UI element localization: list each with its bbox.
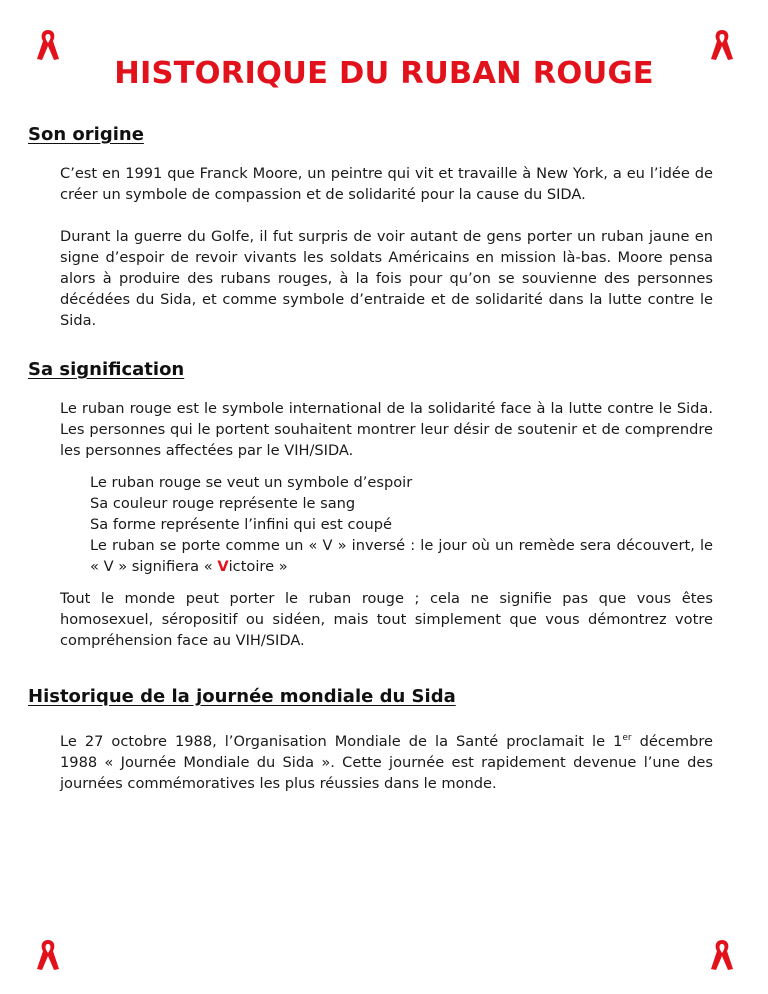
signification-paragraph-2: Tout le monde peut porter le ruban rouge ; cela ne signifie pas que vous êtes homosexuel, séropositif ou sidéen, mais tout simplement que vous démontrez votre compréhension face au VIH/SIDA. [60,590,713,649]
list-item [90,535,713,577]
journee-text-start: Le 27 octobre 1988, l’Organisation Mondiale de la Santé proclamait le 1 [60,733,623,750]
list-item: Sa forme représente l’infini qui est coupé [90,516,392,533]
red-ribbon-icon [34,938,62,972]
section-heading-signification: Sa signification [28,359,185,380]
origine-paragraph-1: C’est en 1991 que Franck Moore, un peintre qui vit et travaille à New York, a eu l’idée de créer un symbole de compassion et de solidarité pour la cause du SIDA. [60,165,713,203]
list-item: Le ruban rouge se veut un symbole d’espoir [90,474,413,491]
origine-paragraph-2: Durant la guerre du Golfe, il fut surpris de voir autant de gens porter un ruban jaune en signe d’espoir de revoir vivants les soldats Américains en mission là-bas. Moore pensa alors à produire des rubans rouges, à la fois pour qu’on se souvienne des personnes décédées du Sida, et comme symbole d’entraide et de solidarité dans la lutte contre le Sida. [60,228,713,329]
page-title: HISTORIQUE DU RUBAN ROUGE [114,56,654,91]
journee-text-end: décembre 1988 « Journée Mondiale du Sida ». Cette journée est rapidement devenue l’une des journées commémoratives les plus réussies dans le monde. [60,733,713,792]
victoire-v-letter: V [217,558,229,575]
signification-paragraph-1: Le ruban rouge est le symbole international de la solidarité face à la lutte contre le Sida. Les personnes qui le portent souhaitent montrer leur désir de soutenir et de comprendre les personnes affectées par le VIH/SIDA. [60,400,713,459]
red-ribbon-icon [708,938,736,972]
list-item: Sa couleur rouge représente le sang [90,495,356,512]
journee-paragraph [60,731,713,794]
list-item-text-end: ictoire » [228,558,288,575]
section-heading-origine: Son origine [28,124,144,145]
section-heading-journee-mondiale: Historique de la journée mondiale du Sida [28,686,456,707]
signification-list [90,472,713,577]
list-item-text: Le ruban se porte comme un « V » inversé : le jour où un remède sera découvert, le « V » signifiera « [90,537,713,575]
ordinal-suffix: er [622,733,632,743]
